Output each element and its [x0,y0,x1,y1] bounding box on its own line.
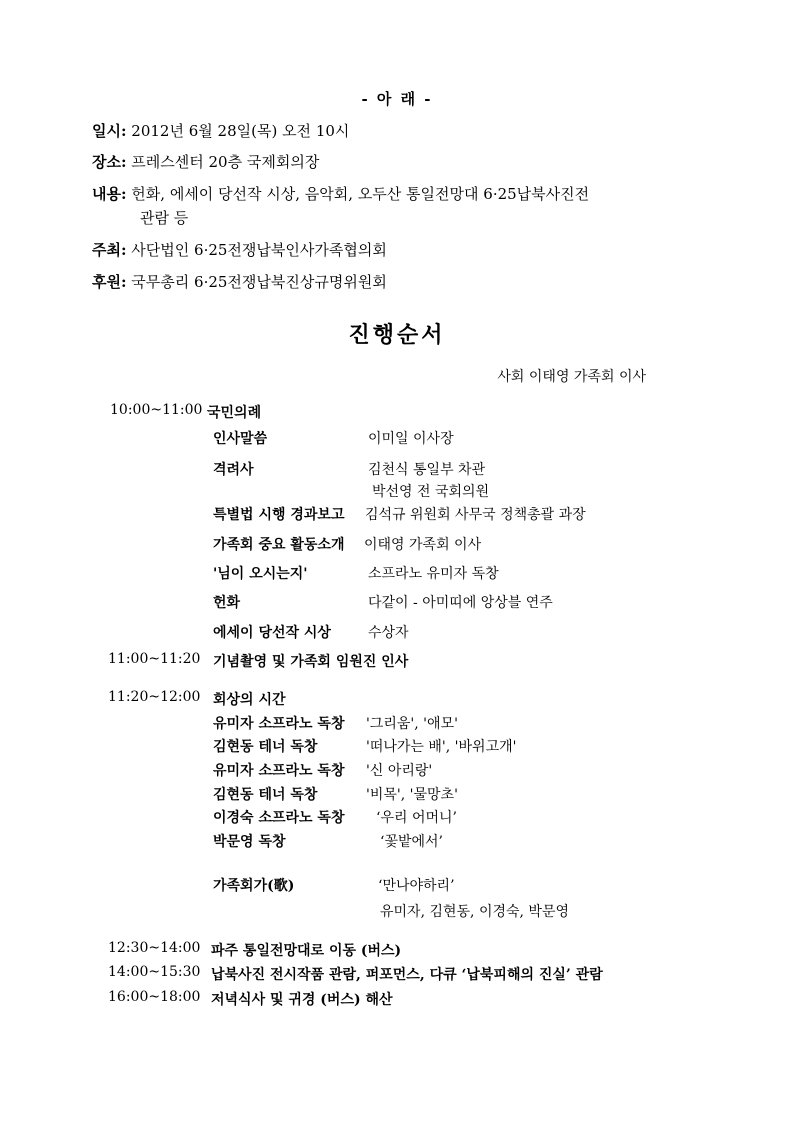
schedule-time: 12:30~14:00 [108,940,201,956]
info-row-content [92,183,589,204]
info-label: 내용: [92,185,127,203]
program-item-name: 인사말씀 [213,431,268,447]
info-label: 장소: [92,153,127,171]
session-title: 회상의 시간 [213,692,286,708]
info-value: 국무총리 6·25전쟁납북진상규명위원회 [126,273,387,291]
family-song-name: 가족회가(歌) [213,878,295,894]
program-title: 진행순서 [348,322,446,348]
performance-songs: '신 아리랑' [366,763,433,779]
performance-songs: '그리움', '애모' [366,716,458,732]
family-song-performers: 유미자, 김현동, 이경숙, 박문영 [380,904,569,920]
program-item-name: 에세이 당선작 시상 [213,625,331,641]
performance-name: 김현동 테너 독창 [213,739,318,755]
program-item-detail: 이미일 이사장 [368,431,454,447]
schedule-text: 파주 통일전망대로 이동 (버스) [211,943,402,959]
program-item-detail-2: 박선영 전 국회의원 [372,484,490,500]
performance-name: 유미자 소프라노 독창 [213,716,345,732]
session-title: 기념촬영 및 가족회 임원진 인사 [213,654,409,670]
performance-name: 유미자 소프라노 독창 [213,763,345,779]
session-time: 10:00~11:00 [110,402,203,418]
info-label: 주최: [92,241,127,259]
info-row-organizer [92,239,387,260]
notice-heading: - 아 래 - [361,90,433,108]
program-item-name: 격려사 [213,462,254,478]
info-label: 후원: [92,273,127,291]
session-title: 국민의례 [207,405,262,421]
info-label: 일시: [92,122,127,140]
performance-songs: ‘꽃밭에서’ [380,834,443,850]
info-row-datetime [92,120,349,141]
info-row-venue [92,151,319,172]
program-item-detail: 다같이 - 아미띠에 앙상블 연주 [368,595,553,611]
program-item-detail: 수상자 [368,625,409,641]
schedule-time: 16:00~18:00 [108,989,201,1005]
info-content-continued: 관람 등 [140,209,189,227]
host-line: 사회 이태영 가족회 이사 [497,369,646,385]
info-value: 프레스센터 20층 국제회의장 [126,153,320,171]
family-song-title: ‘만나야하리’ [378,878,455,894]
session-time: 11:00~11:20 [108,651,201,667]
program-item-detail: 김석규 위원회 사무국 정책총괄 과장 [365,507,586,523]
program-item-name: 가족회 중요 활동소개 [213,537,345,553]
performance-name: 이경숙 소프라노 독창 [213,810,345,826]
program-item-name: 헌화 [213,595,241,611]
performance-name: 박문영 독창 [213,834,286,850]
schedule-time: 14:00~15:30 [108,964,201,980]
performance-songs: '비목', '물망초' [366,787,458,803]
schedule-text: 납북사진 전시작품 관람, 퍼포먼스, 다큐 ‘납북피해의 진실’ 관람 [211,967,603,983]
program-item-detail: 이태영 가족회 이사 [364,537,482,553]
schedule-text: 저녁식사 및 귀경 (버스) 해산 [211,992,393,1008]
session-time: 11:20~12:00 [108,689,201,705]
info-value: 2012년 6월 28일(목) 오전 10시 [126,122,350,140]
program-item-name: '님이 오시는지' [213,566,308,582]
info-value: 사단법인 6·25전쟁납북인사가족협의회 [126,241,387,259]
program-item-detail: 소프라노 유미자 독창 [368,566,499,582]
info-value: 헌화, 에세이 당선작 시상, 음악회, 오두산 통일전망대 6·25납북사진전 [126,185,590,203]
info-row-sponsor [92,271,387,292]
performance-name: 김현동 테너 독창 [213,787,318,803]
program-item-name: 특별법 시행 경과보고 [213,507,345,523]
performance-songs: '떠나가는 배', '바위고개' [366,739,517,755]
program-item-detail: 김천식 통일부 차관 [368,462,486,478]
performance-songs: ‘우리 어머니’ [376,810,457,826]
